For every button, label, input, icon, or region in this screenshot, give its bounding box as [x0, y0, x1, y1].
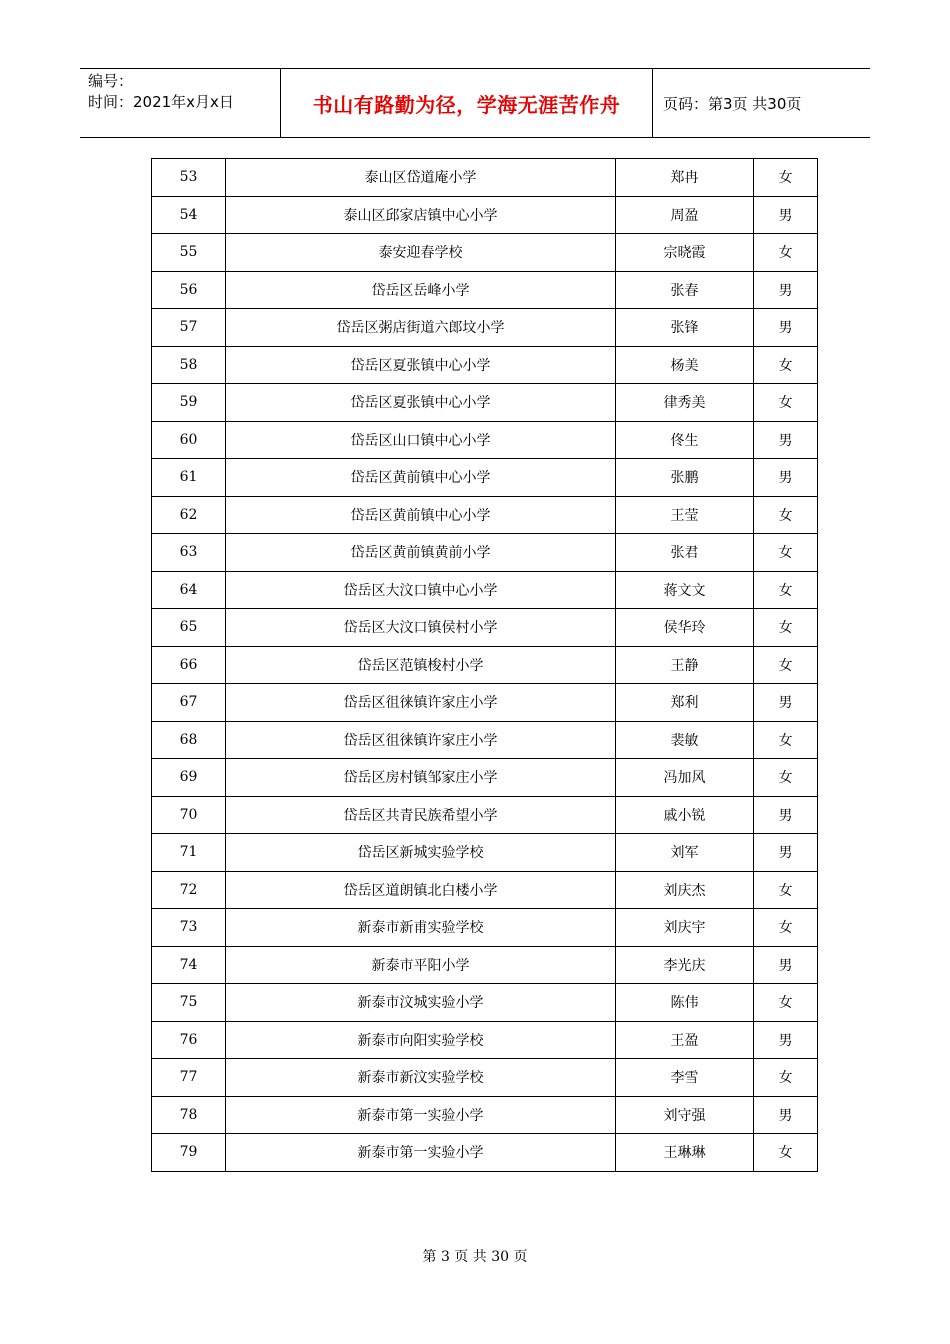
school-name-cell: 岱岳区大汶口镇侯村小学 [226, 609, 616, 647]
row-number-cell: 69 [152, 759, 226, 797]
roster-table [151, 158, 818, 1172]
person-name-cell: 张春 [616, 271, 754, 309]
school-name-cell: 新泰市向阳实验学校 [226, 1021, 616, 1059]
table-row [152, 159, 818, 197]
table-row [152, 646, 818, 684]
person-name-cell: 王莹 [616, 496, 754, 534]
gender-cell: 女 [754, 609, 818, 647]
school-name-cell: 岱岳区黄前镇中心小学 [226, 459, 616, 497]
gender-cell: 男 [754, 196, 818, 234]
table-row [152, 346, 818, 384]
row-number-cell: 66 [152, 646, 226, 684]
school-name-cell: 岱岳区夏张镇中心小学 [226, 384, 616, 422]
gender-cell: 女 [754, 984, 818, 1022]
gender-cell: 男 [754, 796, 818, 834]
table-row [152, 984, 818, 1022]
date-label: 时间：2021年x月x日 [88, 93, 234, 111]
gender-cell: 男 [754, 1096, 818, 1134]
school-name-cell: 岱岳区徂徕镇许家庄小学 [226, 721, 616, 759]
table-row [152, 1021, 818, 1059]
school-name-cell: 新泰市平阳小学 [226, 946, 616, 984]
person-name-cell: 张君 [616, 534, 754, 572]
row-number-cell: 68 [152, 721, 226, 759]
row-number-cell: 65 [152, 609, 226, 647]
school-name-cell: 岱岳区范镇梭村小学 [226, 646, 616, 684]
gender-cell: 女 [754, 909, 818, 947]
table-row [152, 1134, 818, 1172]
gender-cell: 女 [754, 759, 818, 797]
person-name-cell: 张锋 [616, 309, 754, 347]
gender-cell: 女 [754, 571, 818, 609]
person-name-cell: 王静 [616, 646, 754, 684]
gender-cell: 男 [754, 271, 818, 309]
school-name-cell: 泰安迎春学校 [226, 234, 616, 272]
gender-cell: 男 [754, 421, 818, 459]
table-row [152, 759, 818, 797]
school-name-cell: 岱岳区粥店街道六郎坟小学 [226, 309, 616, 347]
table-row [152, 796, 818, 834]
row-number-cell: 54 [152, 196, 226, 234]
person-name-cell: 冯加风 [616, 759, 754, 797]
row-number-cell: 63 [152, 534, 226, 572]
school-name-cell: 新泰市第一实验小学 [226, 1096, 616, 1134]
header-motto: 书山有路勤为径，学海无涯苦作舟 [281, 69, 653, 137]
gender-cell: 女 [754, 871, 818, 909]
gender-cell: 男 [754, 1021, 818, 1059]
table-row [152, 1096, 818, 1134]
school-name-cell: 岱岳区共青民族希望小学 [226, 796, 616, 834]
row-number-cell: 78 [152, 1096, 226, 1134]
code-label: 编号： [88, 72, 134, 90]
school-name-cell: 岱岳区新城实验学校 [226, 834, 616, 872]
person-name-cell: 刘庆杰 [616, 871, 754, 909]
gender-cell: 女 [754, 646, 818, 684]
table-row [152, 684, 818, 722]
table-row [152, 234, 818, 272]
table-row [152, 421, 818, 459]
gender-cell: 女 [754, 534, 818, 572]
person-name-cell: 李光庆 [616, 946, 754, 984]
person-name-cell: 戚小锐 [616, 796, 754, 834]
gender-cell: 女 [754, 496, 818, 534]
table-row [152, 1059, 818, 1097]
table-row [152, 384, 818, 422]
gender-cell: 男 [754, 834, 818, 872]
school-name-cell: 新泰市汶城实验小学 [226, 984, 616, 1022]
row-number-cell: 60 [152, 421, 226, 459]
school-name-cell: 新泰市新甫实验学校 [226, 909, 616, 947]
row-number-cell: 72 [152, 871, 226, 909]
person-name-cell: 律秀美 [616, 384, 754, 422]
roster-body [152, 159, 818, 1172]
person-name-cell: 刘庆宇 [616, 909, 754, 947]
person-name-cell: 郑利 [616, 684, 754, 722]
row-number-cell: 59 [152, 384, 226, 422]
school-name-cell: 岱岳区道朗镇北白楼小学 [226, 871, 616, 909]
table-row [152, 571, 818, 609]
table-row [152, 271, 818, 309]
school-name-cell: 岱岳区山口镇中心小学 [226, 421, 616, 459]
row-number-cell: 67 [152, 684, 226, 722]
table-row [152, 459, 818, 497]
gender-cell: 男 [754, 684, 818, 722]
person-name-cell: 蒋文文 [616, 571, 754, 609]
row-number-cell: 53 [152, 159, 226, 197]
person-name-cell: 王琳琳 [616, 1134, 754, 1172]
person-name-cell: 李雪 [616, 1059, 754, 1097]
header-page-info: 页码：第3页 共30页 [663, 94, 802, 113]
gender-cell: 女 [754, 1059, 818, 1097]
person-name-cell: 刘守强 [616, 1096, 754, 1134]
table-row [152, 946, 818, 984]
person-name-cell: 郑冉 [616, 159, 754, 197]
row-number-cell: 71 [152, 834, 226, 872]
person-name-cell: 杨美 [616, 346, 754, 384]
person-name-cell: 裴敏 [616, 721, 754, 759]
table-row [152, 721, 818, 759]
table-row [152, 871, 818, 909]
person-name-cell: 宗晓霞 [616, 234, 754, 272]
school-name-cell: 泰山区邱家店镇中心小学 [226, 196, 616, 234]
row-number-cell: 75 [152, 984, 226, 1022]
row-number-cell: 57 [152, 309, 226, 347]
gender-cell: 女 [754, 159, 818, 197]
page-footer: 第 3 页 共 30 页 [422, 1249, 528, 1265]
table-row [152, 309, 818, 347]
person-name-cell: 侯华玲 [616, 609, 754, 647]
table-row [152, 909, 818, 947]
gender-cell: 女 [754, 384, 818, 422]
gender-cell: 女 [754, 1134, 818, 1172]
person-name-cell: 王盈 [616, 1021, 754, 1059]
gender-cell: 男 [754, 309, 818, 347]
row-number-cell: 61 [152, 459, 226, 497]
row-number-cell: 58 [152, 346, 226, 384]
gender-cell: 男 [754, 946, 818, 984]
table-row [152, 534, 818, 572]
row-number-cell: 64 [152, 571, 226, 609]
school-name-cell: 岱岳区岳峰小学 [226, 271, 616, 309]
table-row [152, 609, 818, 647]
school-name-cell: 新泰市新汶实验学校 [226, 1059, 616, 1097]
row-number-cell: 73 [152, 909, 226, 947]
row-number-cell: 74 [152, 946, 226, 984]
table-row [152, 496, 818, 534]
row-number-cell: 56 [152, 271, 226, 309]
person-name-cell: 陈伟 [616, 984, 754, 1022]
gender-cell: 女 [754, 234, 818, 272]
school-name-cell: 岱岳区徂徕镇许家庄小学 [226, 684, 616, 722]
school-name-cell: 岱岳区黄前镇黄前小学 [226, 534, 616, 572]
school-name-cell: 泰山区岱道庵小学 [226, 159, 616, 197]
row-number-cell: 55 [152, 234, 226, 272]
row-number-cell: 79 [152, 1134, 226, 1172]
row-number-cell: 76 [152, 1021, 226, 1059]
gender-cell: 女 [754, 346, 818, 384]
page-header [80, 68, 870, 138]
header-meta [80, 69, 281, 137]
row-number-cell: 70 [152, 796, 226, 834]
person-name-cell: 张鹏 [616, 459, 754, 497]
person-name-cell: 刘军 [616, 834, 754, 872]
school-name-cell: 岱岳区黄前镇中心小学 [226, 496, 616, 534]
school-name-cell: 岱岳区房村镇邹家庄小学 [226, 759, 616, 797]
row-number-cell: 77 [152, 1059, 226, 1097]
school-name-cell: 新泰市第一实验小学 [226, 1134, 616, 1172]
school-name-cell: 岱岳区大汶口镇中心小学 [226, 571, 616, 609]
table-row [152, 196, 818, 234]
school-name-cell: 岱岳区夏张镇中心小学 [226, 346, 616, 384]
table-row [152, 834, 818, 872]
gender-cell: 女 [754, 721, 818, 759]
gender-cell: 男 [754, 459, 818, 497]
person-name-cell: 佟生 [616, 421, 754, 459]
person-name-cell: 周盈 [616, 196, 754, 234]
row-number-cell: 62 [152, 496, 226, 534]
